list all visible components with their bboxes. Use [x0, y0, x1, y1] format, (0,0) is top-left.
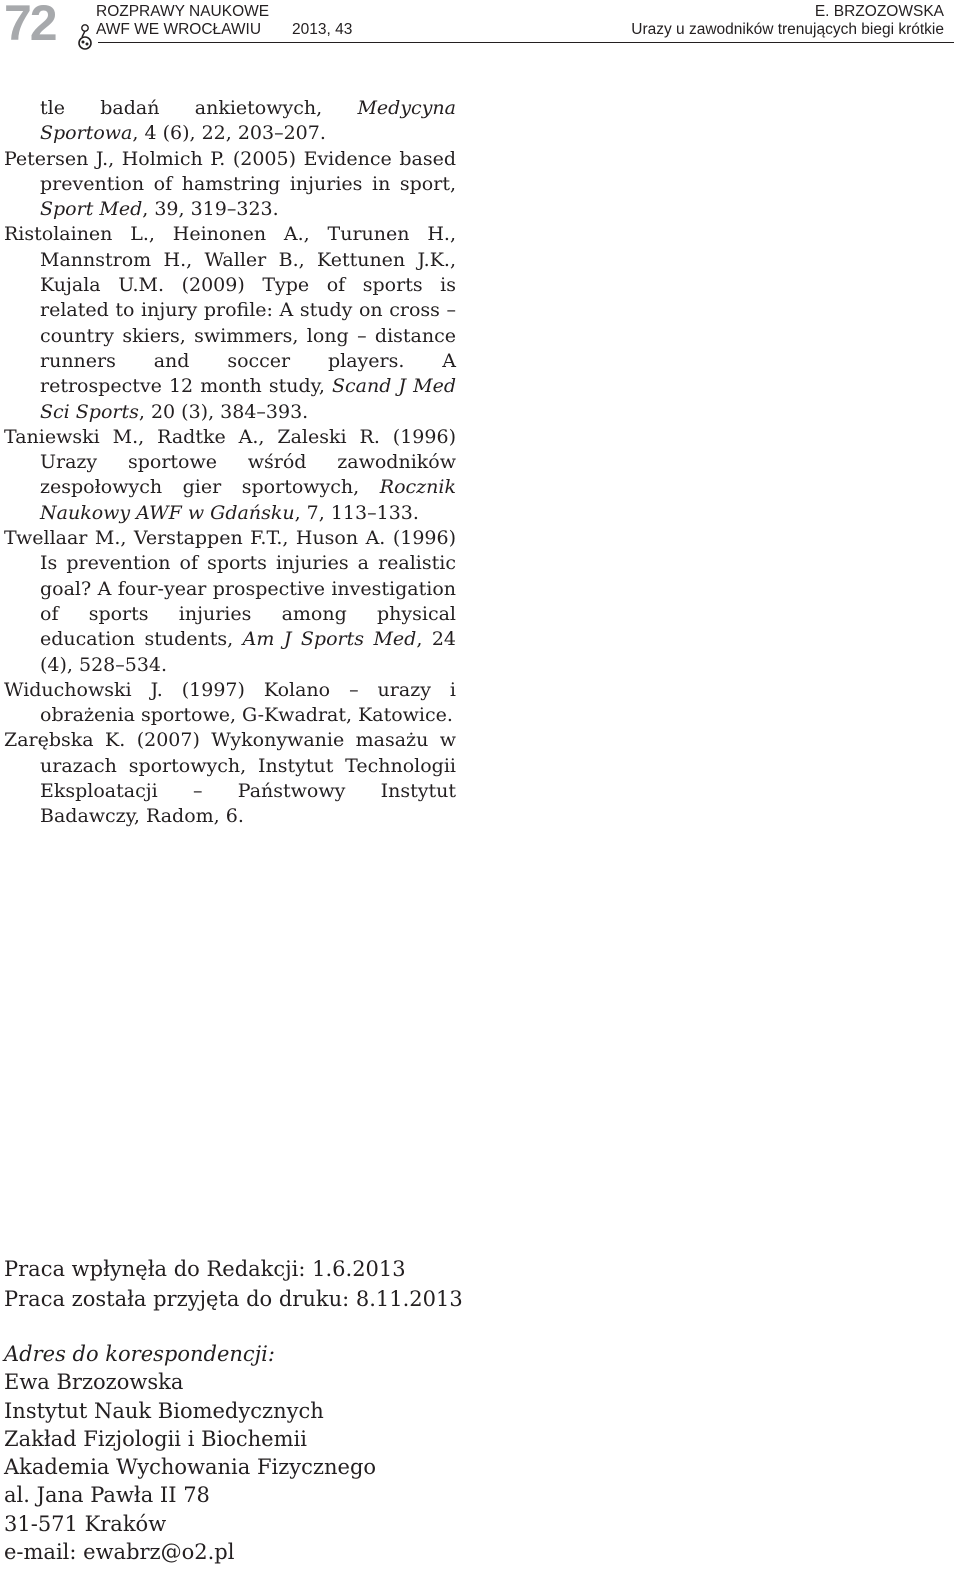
awf-logo-icon: [74, 22, 96, 50]
running-title: Urazy u zawodników trenujących biegi krótkie: [631, 21, 944, 38]
street-address: al. Jana Pawła II 78: [4, 1483, 210, 1508]
reference-item: Ristolainen L., Heinonen A., Turunen H., Mannstrom H., Waller B., Kettunen J.K., Kujala U.M. (2009) Type of sports is related to injury profile: A study on cross – country skiers, swimmers, long – distance runners and soccer players. A retrospectve 12 month study, Scand J Med Sci Sports, 20 (3), 384–393.: [4, 223, 456, 423]
submission-dates: [4, 1255, 463, 1314]
reference-item: Zarębska K. (2007) Wykonywanie masażu w urazach sportowych, Instytut Technologii Eksploatacji – Państwowy Instytut Badawczy, Radom, 6.: [4, 729, 456, 828]
reference-item: Twellaar M., Verstappen F.T., Huson A. (1996) Is prevention of sports injuries a realistic goal? A four-year prospective investigation of sports injuries among physical education students, Am J Sports Med, 24 (4), 528–534.: [4, 527, 456, 676]
journal-name-line1: ROZPRAWY NAUKOWE: [96, 3, 270, 20]
institute-name: Instytut Nauk Biomedycznych: [4, 1398, 324, 1423]
reference-item: Widuchowski J. (1997) Kolano – urazy i obrażenia sportowe, G-Kwadrat, Katowice.: [4, 678, 456, 727]
city-address: 31-571 Kraków: [4, 1511, 167, 1536]
academy-name: Akademia Wychowania Fizycznego: [4, 1455, 377, 1480]
author-name: Ewa Brzozowska: [4, 1370, 184, 1395]
correspondence-heading: Adres do korespondencji:: [4, 1342, 275, 1366]
reference-list: [4, 96, 456, 830]
reference-item: Taniewski M., Radtke A., Zaleski R. (1996) Urazy sportowe wśród zawodników zespołowych gier sportowych, Rocznik Naukowy AWF w Gdańsku, 7, 113–133.: [4, 425, 456, 524]
journal-name-line2: AWF WE WROCŁAWIU: [96, 21, 262, 38]
page-number: 72: [4, 0, 56, 51]
reference-item: Petersen J., Holmich P. (2005) Evidence based prevention of hamstring injuries in sport, Sport Med, 39, 319–323.: [4, 147, 456, 221]
email-address: e-mail: ewabrz@o2.pl: [4, 1540, 235, 1565]
accepted-date: Praca została przyjęta do druku: 8.11.2013: [4, 1286, 463, 1311]
journal-issue: 2013, 43: [292, 21, 353, 38]
header-rule: [98, 42, 954, 43]
page-header: [0, 0, 960, 50]
header-author: E. BRZOZOWSKA: [814, 3, 944, 20]
department-name: Zakład Fizjologii i Biochemii: [4, 1426, 307, 1451]
reference-item: tle badań ankietowych, Medycyna Sportowa, 4 (6), 22, 203–207.: [40, 97, 456, 145]
received-date: Praca wpłynęła do Redakcji: 1.6.2013: [4, 1257, 406, 1281]
correspondence-address: [4, 1340, 376, 1566]
